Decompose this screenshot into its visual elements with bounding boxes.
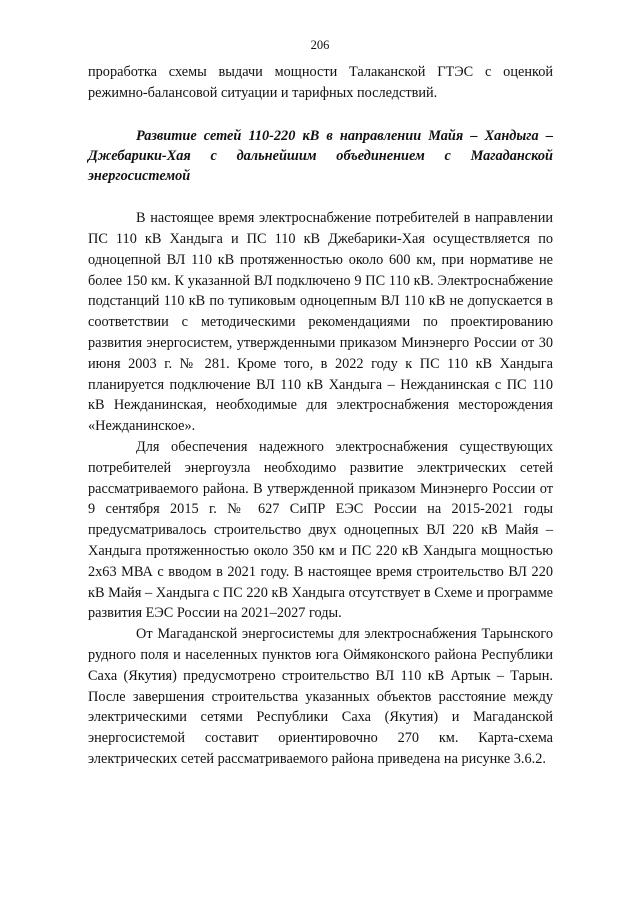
spacer	[88, 186, 553, 208]
body-paragraph-3: От Магаданской энергосистемы для электроснабжения Тарынского рудного поля и населенных пунктов юга Оймяконского района Республики Саха (Якутия) предусмотрено строительство ВЛ 110 кВ Артык – Тарын. После завершения строительства указанных объектов расстояние между электрическими сетями Республики Саха (Якутия) и Магаданской энергосистемой составит ориентировочно 270 км. Карта-схема электрических сетей рассматриваемого района приведена на рисунке 3.6.2.	[88, 626, 553, 767]
body-paragraph-1: В настоящее время электроснабжение потребителей в направлении ПС 110 кВ Хандыга и ПС 110 кВ Джебарики-Хая осуществляется по одноцепной ВЛ 110 кВ протяженностью около 600 км, при нормативе не более 150 км. К указанной ВЛ подключено 9 ПС 110 кВ. Электроснабжение подстанций 110 кВ по тупиковым одноцепным ВЛ 110 кВ не допускается в соответствии с методическими рекомендациями по проектированию развития энергосистем, утвержденными приказом Минэнерго России от 30 июня 2003 г. № 281. Кроме того, в 2022 году к ПС 110 кВ Хандыга планируется подключение ВЛ 110 кВ Хандыга – Нежданинская с ПС 110 кВ Нежданинская, необходимые для электроснабжения месторождения «Нежданинское».	[88, 210, 553, 435]
page-number: 206	[310, 38, 330, 52]
page-content	[88, 62, 553, 770]
continuation-paragraph: проработка схемы выдачи мощности Талаканской ГТЭС с оценкой режимно-балансовой ситуации и тарифных последствий.	[88, 64, 553, 101]
section-heading: Развитие сетей 110-220 кВ в направлении Майя – Хандыга – Джебарики-Хая с дальнейшим объединением с Магаданской энергосистемой	[88, 127, 553, 184]
body-paragraph-2: Для обеспечения надежного электроснабжения существующих потребителей энергоузла необходимо развитие электрических сетей рассматриваемого района. В утвержденной приказом Минэнерго России от 9 сентября 2015 г. № 627 СиПР ЕЭС России на 2015-2021 годы предусматривалось строительство двух одноцепных ВЛ 220 кВ Майя – Хандыга протяженностью около 350 км и ПС 220 кВ Хандыга мощностью 2х63 МВА с вводом в 2021 году. В настоящее время строительство ВЛ 220 кВ Майя – Хандыга с ПС 220 кВ Хандыга отсутствует в Схеме и программе развития ЕЭС России на 2021–2027 годы.	[88, 438, 553, 622]
